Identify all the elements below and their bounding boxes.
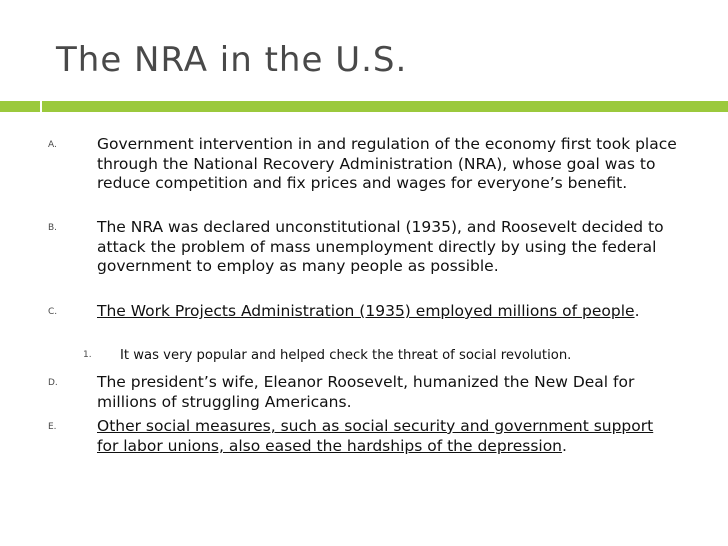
list-item-text	[97, 417, 677, 456]
social-measures-link[interactable]: Other social measures, such as social security and government support for labor unions, also eased the hardships of the depression	[97, 417, 654, 455]
list-marker: E.	[48, 422, 57, 432]
list-marker: B.	[48, 223, 58, 233]
sub-list-marker: 1.	[83, 350, 92, 360]
sub-list-item-text: It was very popular and helped check the threat of social revolution.	[120, 348, 572, 363]
list-marker: A.	[48, 140, 57, 150]
list-item-text: Government intervention in and regulation of the economy first took place through the National Recovery Administration (NRA), whose goal was to reduce competition and fix prices and wages for everyone’s benefit.	[97, 135, 677, 192]
title-divider	[0, 101, 728, 112]
link-suffix: .	[634, 302, 640, 320]
wpa-link[interactable]: The Work Projects Administration (1935) employed millions of people	[97, 302, 635, 320]
list-marker: C.	[48, 307, 58, 317]
accent-bar	[42, 101, 728, 112]
slide-title: The NRA in the U.S.	[56, 40, 408, 80]
link-suffix: .	[562, 436, 567, 455]
list-marker: D.	[48, 378, 58, 388]
list-item-text	[97, 302, 677, 322]
list-item-text: The president’s wife, Eleanor Roosevelt, humanized the New Deal for millions of struggling Americans.	[97, 373, 635, 411]
accent-square	[0, 101, 40, 112]
list-item-text: The NRA was declared unconstitutional (1935), and Roosevelt decided to attack the problem of mass unemployment directly by using the federal government to employ as many people as possible.	[97, 218, 664, 275]
